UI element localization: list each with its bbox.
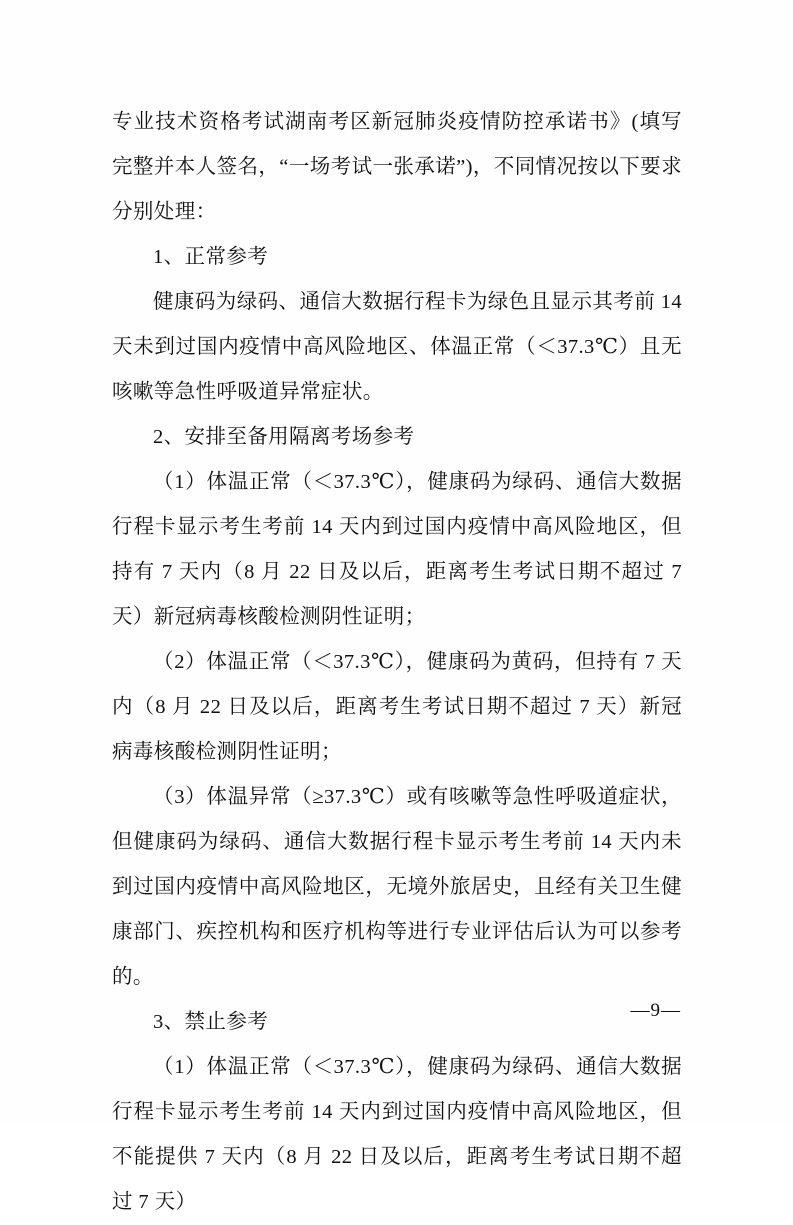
paragraph-item-2-sub-1: （1）体温正常（＜37.3℃），健康码为绿码、通信大数据行程卡显示考生考前 14 天内到过国内疫情中高风险地区，但持有 7 天内（8 月 22 日及以后，距离考生考试日期不超过 7 天）新冠病毒核酸检测阴性证明；	[112, 471, 682, 628]
paragraph-item-1-title: 1、正常参考	[153, 246, 269, 268]
paragraph-item-3-title: 3、禁止参考	[153, 1011, 269, 1033]
paragraph-continued-heading: 专业技术资格考试湖南考区新冠肺炎疫情防控承诺书》(填写完整并本人签名，“一场考试一张承诺”)，不同情况按以下要求分别处理：	[112, 111, 682, 223]
paragraph-item-2-sub-3: （3）体温异常（≥37.3℃）或有咳嗽等急性呼吸道症状，但健康码为绿码、通信大数据行程卡显示考生考前 14 天内未到过国内疫情中高风险地区，无境外旅居史，且经有关卫生健康部门、疾控机构和医疗机构等进行专业评估后认为可以参考的。	[112, 786, 682, 988]
paragraph-item-2-sub-2: （2）体温正常（＜37.3℃），健康码为黄码，但持有 7 天内（8 月 22 日及以后，距离考生考试日期不超过 7 天）新冠病毒核酸检测阴性证明；	[112, 651, 682, 763]
paragraph-item-1-body: 健康码为绿码、通信大数据行程卡为绿色且显示其考前 14 天未到过国内疫情中高风险地区、体温正常（＜37.3℃）且无咳嗽等急性呼吸道异常症状。	[112, 291, 682, 403]
paragraph-item-3-sub-1: （1）体温正常（＜37.3℃），健康码为绿码、通信大数据行程卡显示考生考前 14 天内到过国内疫情中高风险地区，但不能提供 7 天内（8 月 22 日及以后，距离考生考试日期不超过 7 天）	[112, 1056, 682, 1213]
document-body	[112, 100, 682, 1225]
page-number: —9—	[630, 1000, 681, 1021]
paragraph-item-2-title: 2、安排至备用隔离考场参考	[153, 426, 415, 448]
